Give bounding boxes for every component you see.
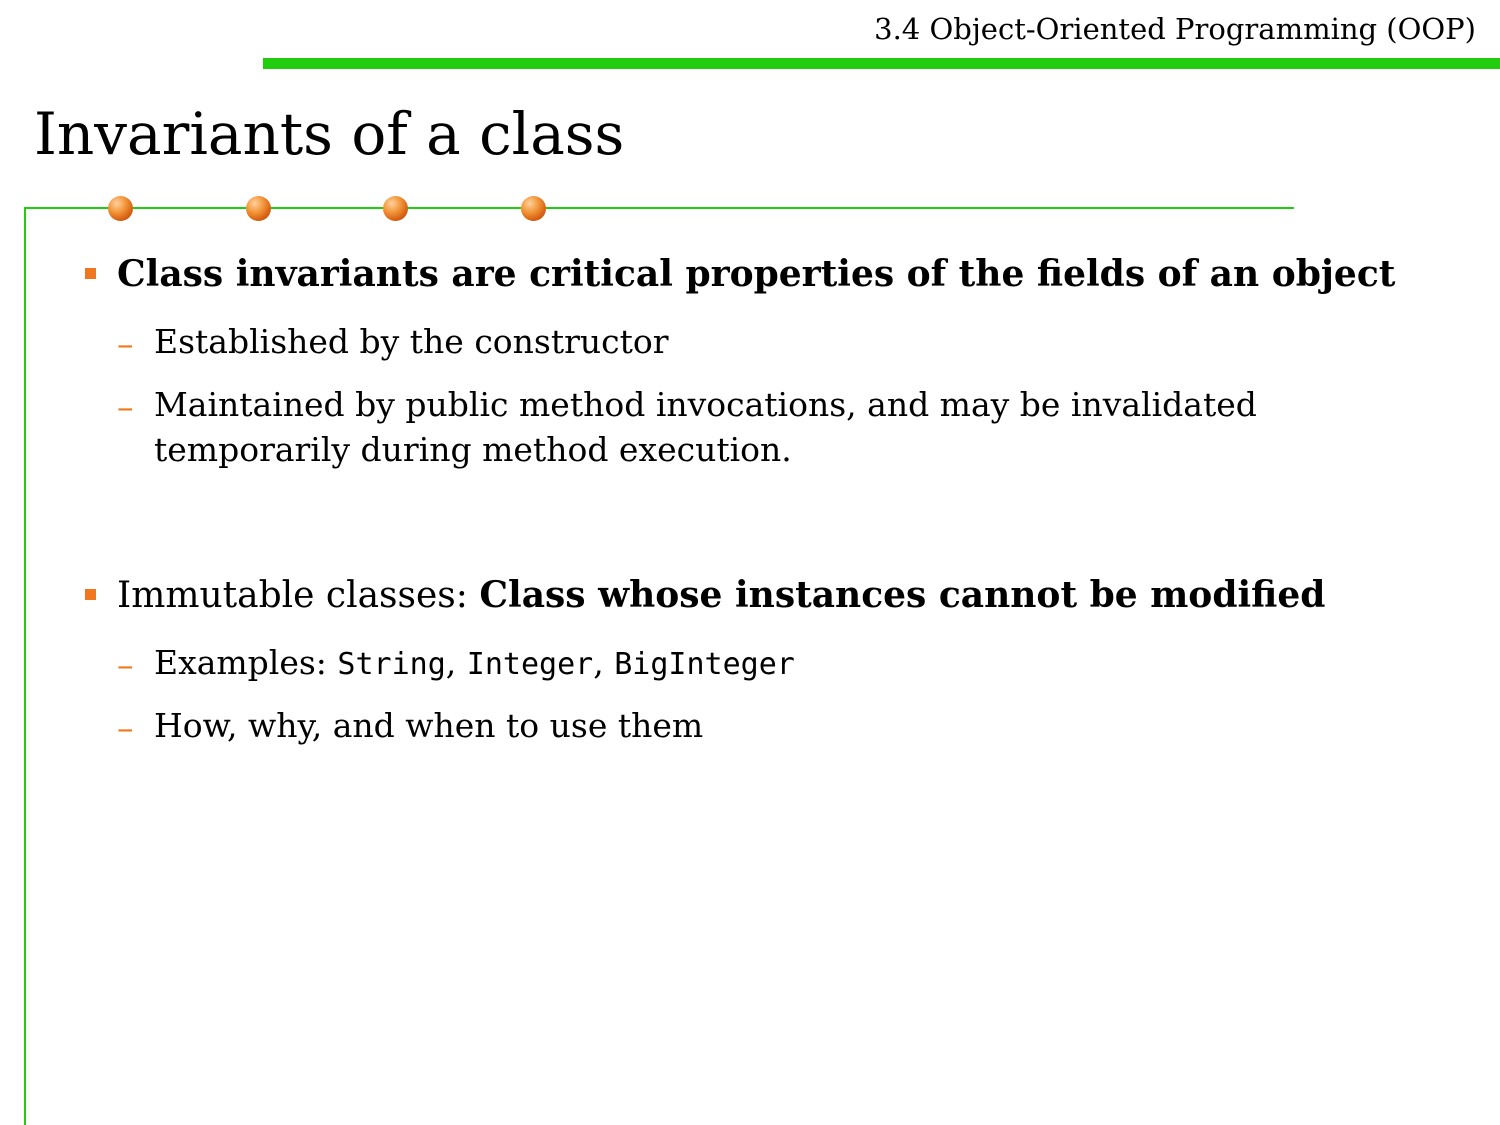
dash-bullet: – [117,645,134,684]
sub-bullet-text [154,383,1257,473]
code-biginteger: BigInteger [614,647,795,682]
examples-prefix: Examples: [154,643,338,682]
sub-bullet-text: How, why, and when to use them [154,706,704,745]
code-integer: Integer [466,647,594,682]
sub-bullet-text [154,641,795,686]
sub-bullet-text: Established by the constructor [154,322,669,361]
sub-bullet-line: Maintained by public method invocations, and may be invalidated [154,385,1257,424]
bullet-text: Class invariants are critical properties of the fields of an object [117,253,1396,295]
bullet-plain-text: Immutable classes: [117,575,480,616]
orange-dot-icon [246,196,271,221]
dash-bullet: – [117,708,134,747]
bullet-text [117,575,1325,616]
orange-dot-icon [108,196,133,221]
frame-left-line [24,207,26,1125]
orange-dot-icon [383,196,408,221]
square-bullet-icon [85,268,96,279]
frame-top-line [24,207,1294,209]
square-bullet-icon [85,589,96,600]
code-string: String [337,647,446,682]
orange-dot-icon [521,196,546,221]
bullet-bold-text: Class whose instances cannot be modified [479,574,1326,616]
dash-bullet: – [117,324,134,363]
separator: , [593,643,615,682]
sub-bullet-line: temporarily during method execution. [154,429,792,469]
separator: , [445,643,467,682]
header-accent-bar [263,58,1500,69]
dash-bullet: – [117,387,134,426]
section-title: 3.4 Object-Oriented Programming (OOP) [874,12,1476,46]
slide-title: Invariants of a class [34,100,625,168]
